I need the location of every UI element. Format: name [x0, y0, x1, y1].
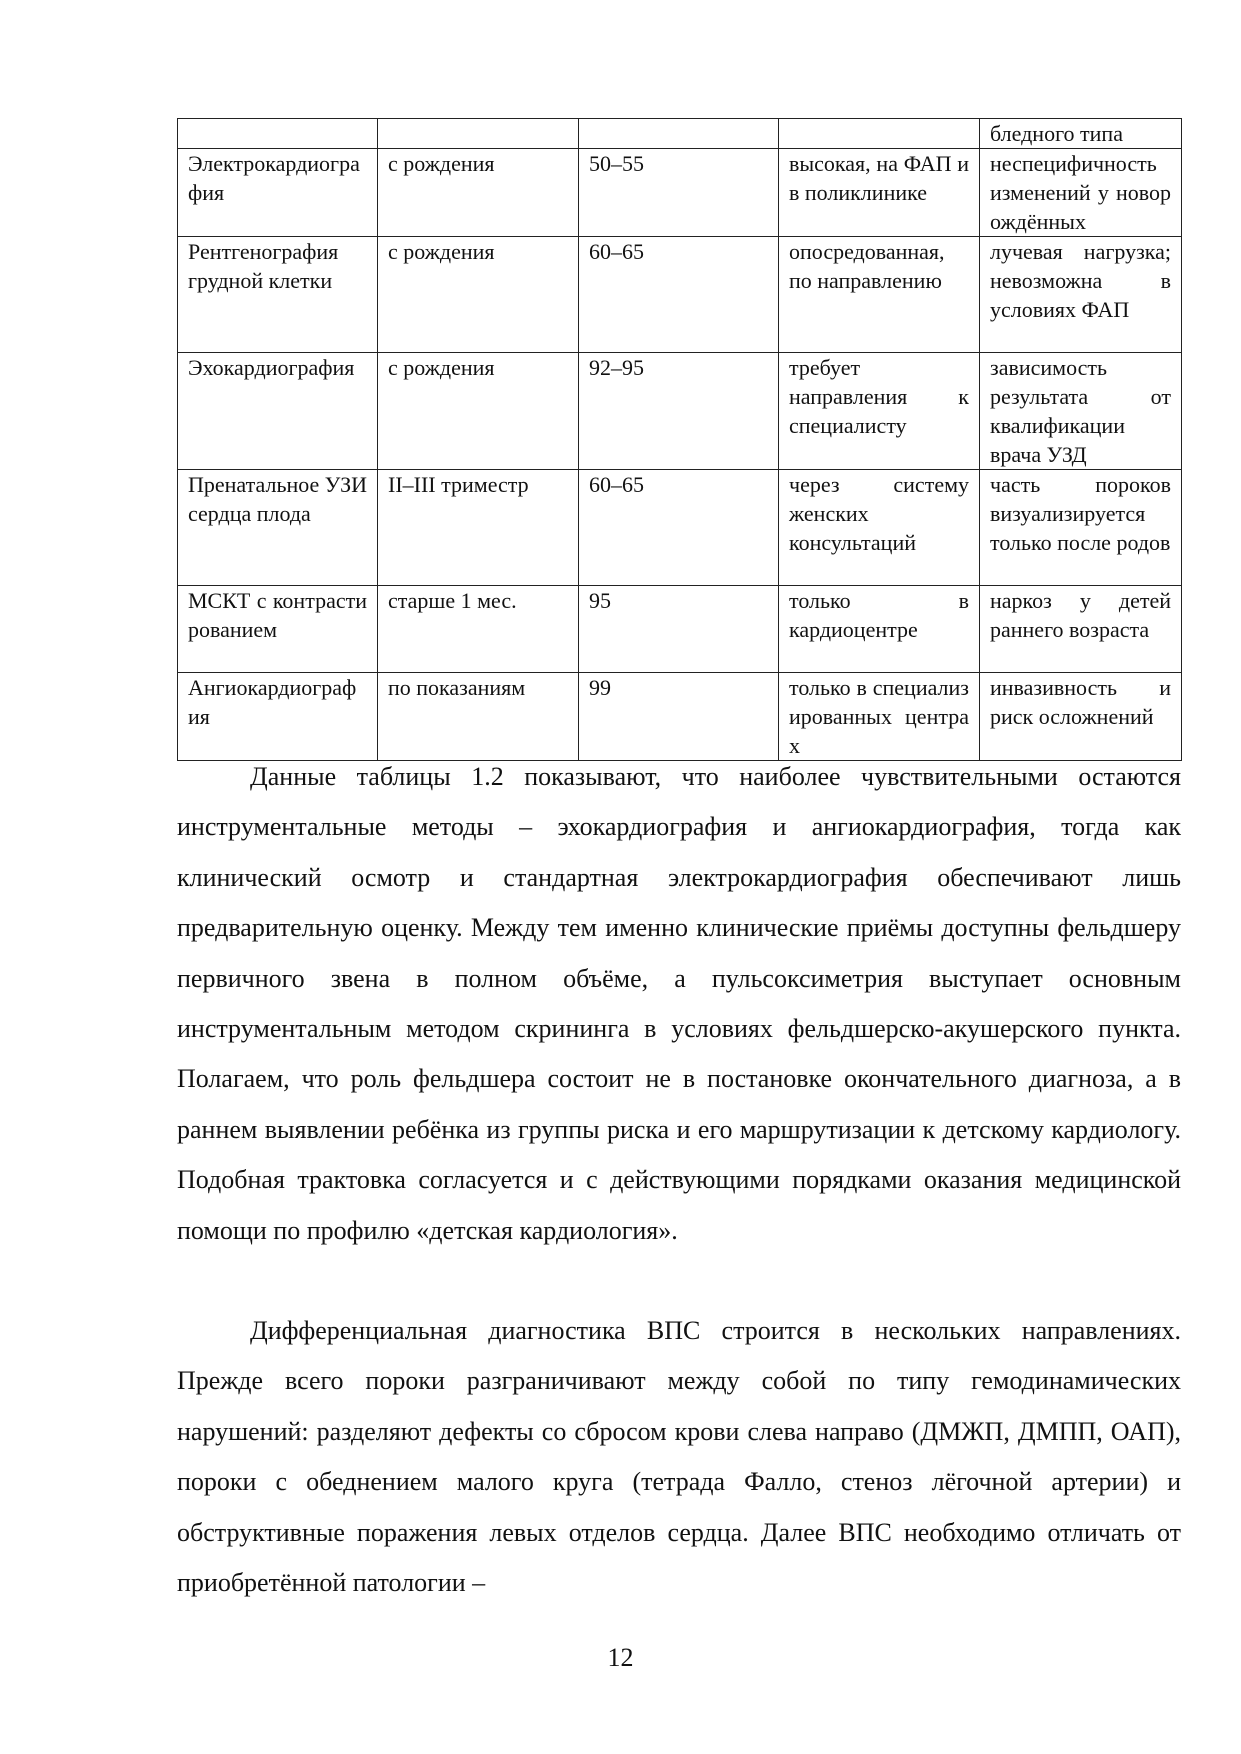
table-cell-method	[178, 119, 378, 149]
body-paragraph: Данные таблицы 1.2 показывают, что наиболее чувствительными остаются инструментальные методы – эхокардиография и ангиокардиография, тогда как клинический осмотр и стандартная электрокардиография обеспечивают лишь предварительную оценку. Между тем именно клинические приёмы доступны фельдшеру первичного звена в полном объёме, а пульсоксиметрия выступает основным инструментальным методом скрининга в условиях фельдшерско-акушерского пункта. Полагаем, что роль фельдшера состоит не в постановке окончательного диагноза, а в раннем выявлении ребёнка из группы риска и его маршрутизации к детскому кардиологу. Подобная трактовка согласуется и с действующими порядками оказания медицинской помощи по профилю «детская кардиология».	[177, 762, 1181, 1245]
table-cell-sensitivity: 60–65	[579, 470, 779, 586]
table-row	[178, 673, 1182, 761]
table-row	[178, 470, 1182, 586]
table-cell-sensitivity: 99	[579, 673, 779, 761]
table-cell-method: Пренатальное УЗИ сердца плода	[178, 470, 378, 586]
table-cell-method: Ангиокардиография	[178, 673, 378, 761]
table-cell-limitations: инвазивность и риск осложнений	[980, 673, 1182, 761]
table-cell-age	[378, 119, 579, 149]
table-cell-method: Эхокардиография	[178, 353, 378, 470]
table-row	[178, 237, 1182, 353]
table-cell-limitations: наркоз у детей раннего возраста	[980, 586, 1182, 673]
table-cell-limitations: неспецифичность изменений у новорождённых	[980, 149, 1182, 237]
page-number: 12	[607, 1643, 634, 1672]
table-cell-sensitivity: 60–65	[579, 237, 779, 353]
table-cell-age: II–III триместр	[378, 470, 579, 586]
table-row	[178, 149, 1182, 237]
table-cell-availability: опосредованная, по направлению	[779, 237, 980, 353]
table-cell-sensitivity: 92–95	[579, 353, 779, 470]
table-cell-availability: высокая, на ФАП и в поликлинике	[779, 149, 980, 237]
table-row	[178, 586, 1182, 673]
table-row	[178, 119, 1182, 149]
table-cell-availability: только в специализированных центрах	[779, 673, 980, 761]
table-cell-limitations: часть пороков визуализируется только после родов	[980, 470, 1182, 586]
table-cell-age: с рождения	[378, 149, 579, 237]
table-row	[178, 353, 1182, 470]
table-cell-availability: только в кардиоцентре	[779, 586, 980, 673]
table-cell-availability: через систему женских консультаций	[779, 470, 980, 586]
table-cell-sensitivity	[579, 119, 779, 149]
diagnostic-methods-table	[177, 118, 1182, 761]
table-cell-age: по показаниям	[378, 673, 579, 761]
table-cell-age: с рождения	[378, 237, 579, 353]
table-cell-method: Рентгенография грудной клетки	[178, 237, 378, 353]
table-cell-limitations: бледного типа	[980, 119, 1182, 149]
table-cell-limitations: лучевая нагрузка; невозможна в условиях ФАП	[980, 237, 1182, 353]
table-cell-availability: требует направления к специалисту	[779, 353, 980, 470]
table-cell-availability	[779, 119, 980, 149]
table-cell-sensitivity: 50–55	[579, 149, 779, 237]
table-cell-method: МСКТ с контрастированием	[178, 586, 378, 673]
table-cell-method: Электрокардиография	[178, 149, 378, 237]
table-cell-sensitivity: 95	[579, 586, 779, 673]
table-cell-age: старше 1 мес.	[378, 586, 579, 673]
table-cell-limitations: зависимость результата от квалификации врача УЗД	[980, 353, 1182, 470]
table-cell-age: с рождения	[378, 353, 579, 470]
body-paragraph: Дифференциальная диагностика ВПС строится в нескольких направлениях. Прежде всего пороки разграничивают между собой по типу гемодинамических нарушений: разделяют дефекты со сбросом крови слева направо (ДМЖП, ДМПП, ОАП), пороки с обеднением малого круга (тетрада Фалло, стеноз лёгочной артерии) и обструктивные поражения левых отделов сердца. Далее ВПС необходимо отличать от приобретённой патологии –	[177, 1316, 1181, 1598]
